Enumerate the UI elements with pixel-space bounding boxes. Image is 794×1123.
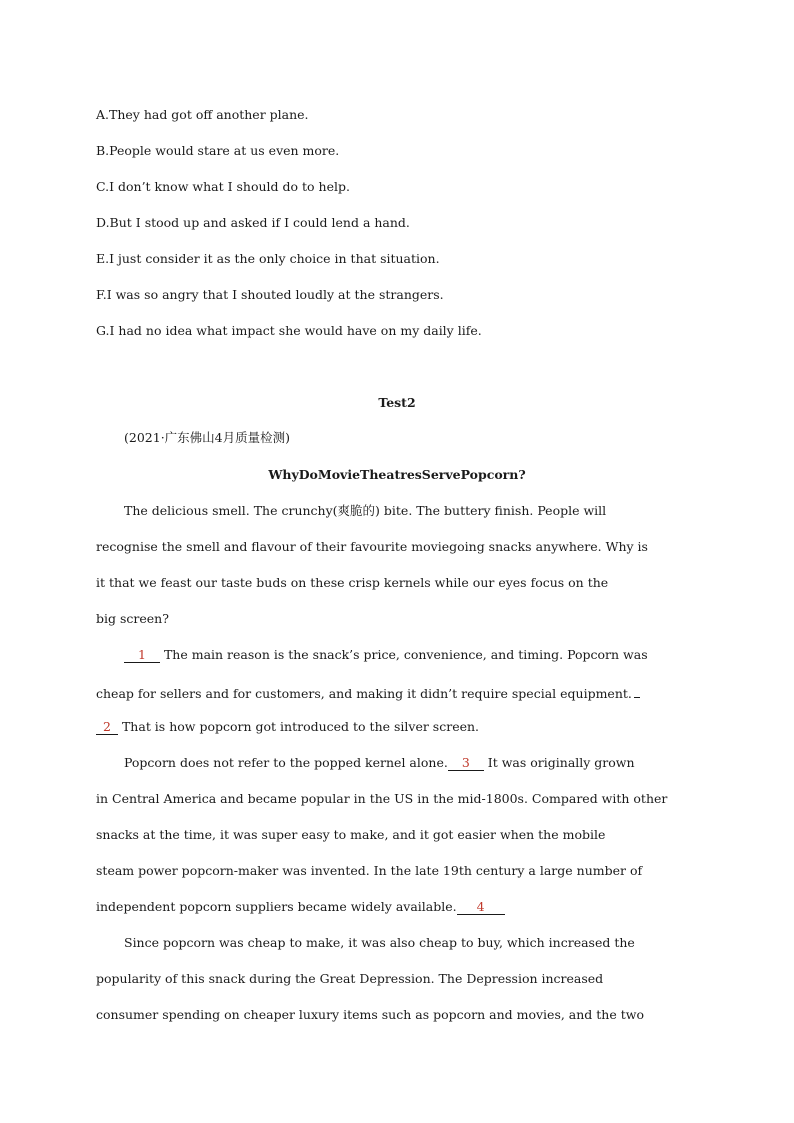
test-title: Test2 [378, 395, 416, 410]
blank-1[interactable]: 1 [124, 648, 160, 663]
option-a: A.They had got off another plane. [96, 107, 309, 122]
p3-line-1 [124, 755, 734, 771]
blank-4[interactable]: 4 [457, 900, 505, 915]
option-b: B.People would stare at us even more. [96, 143, 340, 158]
option-c: C.I don’t know what I should do to help. [96, 179, 350, 194]
p4-line-1: Since popcorn was cheap to make, it was also cheap to buy, which increased the [124, 935, 635, 950]
option-f: F.I was so angry that I shouted loudly at the strangers. [96, 287, 444, 302]
p3-line-4: steam power popcorn-maker was invented. In the late 19th century a large number of [96, 863, 643, 878]
option-g: G.I had no idea what impact she would have on my daily life. [96, 323, 482, 338]
p3-line-1b: It was originally grown [483, 755, 635, 770]
blank-3[interactable]: 3 [448, 756, 484, 771]
p2-line-2 [96, 683, 706, 702]
blank-2-lead [634, 683, 640, 698]
passage-title: WhyDoMovieTheatresServePopcorn? [268, 467, 526, 482]
blank-2[interactable]: 2 [96, 720, 118, 735]
p2-line-3-text: That is how popcorn got introduced to the silver screen. [118, 719, 480, 734]
p3-line-1a: Popcorn does not refer to the popped kernel alone. [124, 755, 448, 770]
p2-line-3 [96, 719, 706, 735]
p1-line-4: big screen? [96, 611, 169, 626]
option-d: D.But I stood up and asked if I could lend a hand. [96, 215, 410, 230]
p3-line-5 [96, 899, 706, 915]
p2-line-1 [124, 647, 734, 663]
source-note: (2021·广东佛山4月质量检测) [124, 430, 290, 445]
p1-line-1: The delicious smell. The crunchy(爽脆的) bite. The buttery finish. People will [124, 503, 607, 518]
p2-line-1-text: The main reason is the snack’s price, convenience, and timing. Popcorn was [160, 647, 648, 662]
p3-line-5-text: independent popcorn suppliers became widely available. [96, 899, 457, 914]
p3-line-3: snacks at the time, it was super easy to make, and it got easier when the mobile [96, 827, 606, 842]
option-e: E.I just consider it as the only choice in that situation. [96, 251, 440, 266]
p1-line-3: it that we feast our taste buds on these crisp kernels while our eyes focus on the [96, 575, 609, 590]
p1-line-2: recognise the smell and flavour of their favourite moviegoing snacks anywhere. Why is [96, 539, 648, 554]
p3-line-2: in Central America and became popular in the US in the mid-1800s. Compared with other [96, 791, 668, 806]
p4-line-2: popularity of this snack during the Great Depression. The Depression increased [96, 971, 604, 986]
p4-line-3: consumer spending on cheaper luxury items such as popcorn and movies, and the two [96, 1007, 644, 1022]
p2-line-2-text: cheap for sellers and for customers, and making it didn’t require special equipment. [96, 686, 632, 701]
